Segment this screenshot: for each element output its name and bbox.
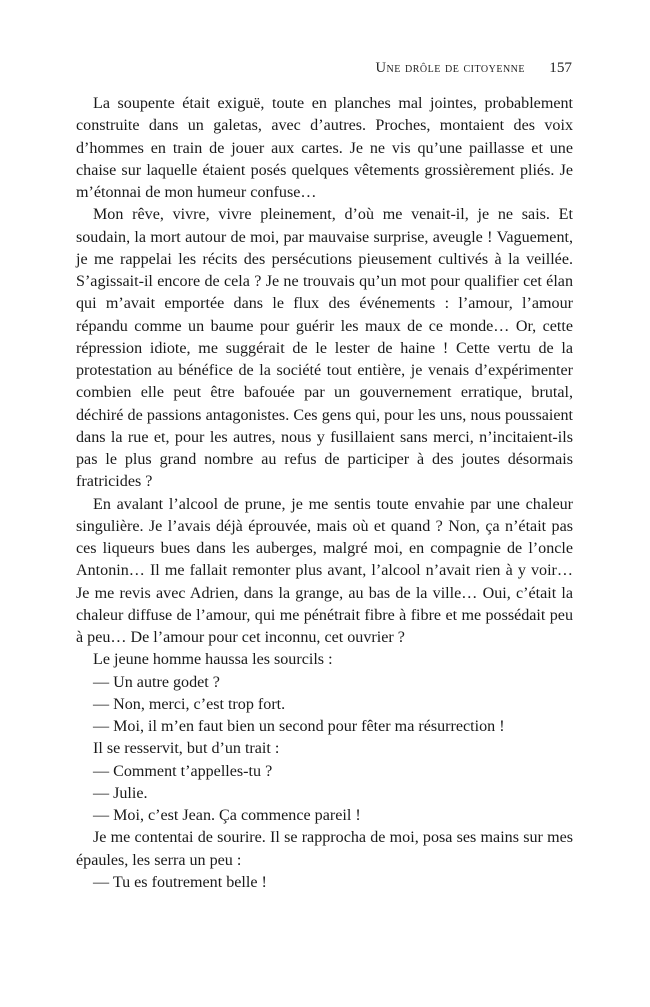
running-head-title: Une drôle de citoyenne [375, 60, 525, 76]
text-block [76, 93, 573, 894]
paragraph: En avalant l’alcool de prune, je me sentis toute envahie par une chaleur singulière. Je l’avais déjà éprouvée, mais où et quand ? Non, ça n’était pas ces liqueurs bues dans les auberges, malgré moi, en compagnie de l’oncle Antonin… Il me fallait remonter plus avant, l’alcool n’avait rien à y voir… Je me revis avec Adrien, dans la grange, au bas de la ville… Oui, c’était la chaleur diffuse de l’amour, qui me pénétrait fibre à fibre et me possédait peu à peu… De l’amour pour cet inconnu, cet ouvrier ? [76, 495, 573, 646]
dialogue-line: — Tu es foutrement belle ! [93, 873, 267, 891]
paragraph: Mon rêve, vivre, vivre pleinement, d’où me venait-il, je ne sais. Et soudain, la mort autour de moi, par mauvaise surprise, aveugle ! Vaguement, je me rappelai les récits des persécutions pieusement cultivés à la veillée. S’agissait-il encore de cela ? Je ne trouvais qu’un mot pour qualifier cet élan qui m’avait emportée dans le flux des événements : l’amour, l’amour répandu comme un baume pour guérir les maux de ce monde… Or, cette répression idiote, me suggérait de le lester de haine ! Cette vertu de la protestation au bénéfice de la société tout entière, je venais d’expérimenter combien elle peut être bafouée par un gouvernement erratique, brutal, déchiré de passions antagonistes. Ces gens qui, pour les uns, nous poussaient dans la rue et, pour les autres, nous y fusillaient sans merci, n’incitaient-ils pas le plus grand nombre au refus de participer à des joutes désormais fratricides ? [76, 206, 573, 491]
dialogue-line: — Moi, il m’en faut bien un second pour fêter ma résurrection ! [93, 718, 505, 735]
paragraph: Je me contentai de sourire. Il se rapprocha de moi, posa ses mains sur mes épaules, les serra un peu : [76, 829, 573, 869]
page-number: 157 [549, 59, 572, 76]
dialogue-line: — Un autre godet ? [93, 673, 220, 691]
paragraph: La soupente était exiguë, toute en planches mal jointes, probablement construite dans un galetas, avec d’autres. Proches, montaient des voix d’hommes en train de jouer aux cartes. Je ne vis qu’une paillasse et une chaise sur laquelle étaient posés quelques vêtements grossièrement pliés. Je m’étonnai de mon humeur confuse… [76, 95, 573, 201]
dialogue-line: — Moi, c’est Jean. Ça commence pareil ! [93, 807, 361, 824]
dialogue-line: — Comment t’appelles-tu ? [93, 762, 273, 780]
paragraph: Il se resservit, but d’un trait : [93, 740, 280, 758]
dialogue-line: — Non, merci, c’est trop fort. [93, 695, 286, 713]
paragraph: Le jeune homme haussa les sourcils : [93, 651, 333, 669]
running-head [76, 59, 572, 77]
dialogue-line: — Julie. [93, 784, 148, 802]
